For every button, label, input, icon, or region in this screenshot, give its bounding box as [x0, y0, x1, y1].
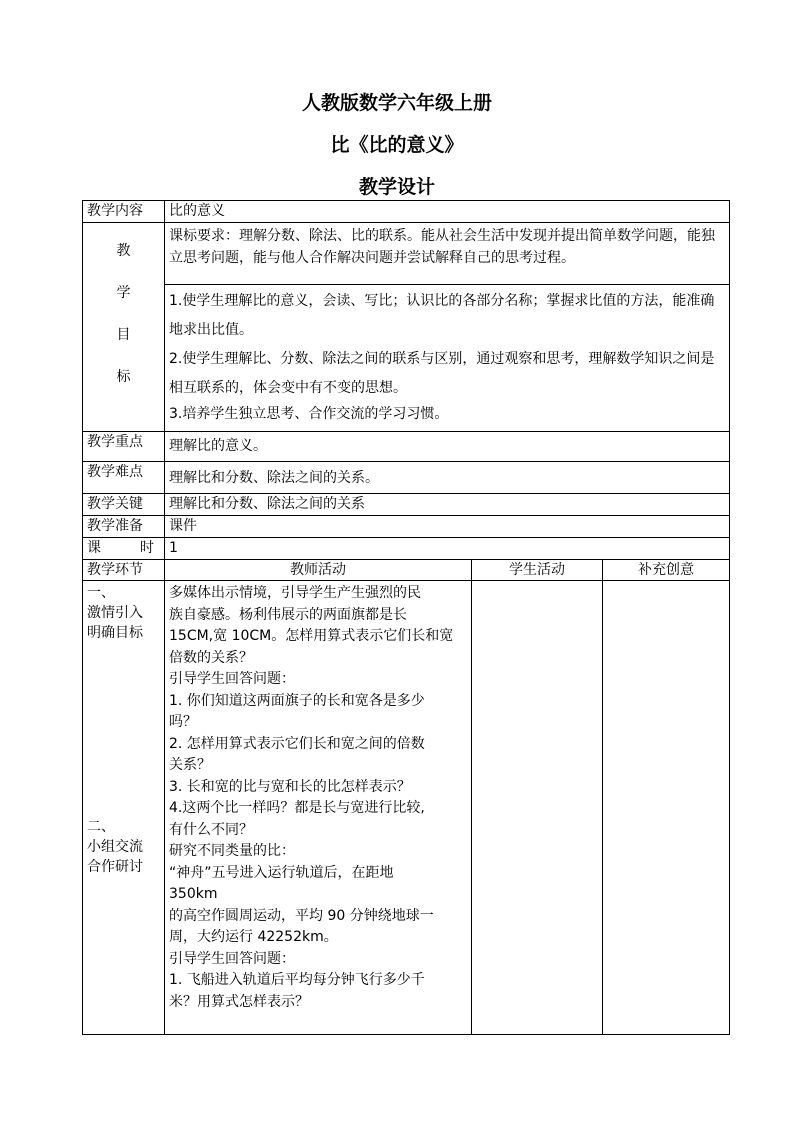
teacher-activity-line: 研究不同类量的比：	[169, 843, 295, 859]
objectives-char-1: 教	[116, 243, 131, 259]
difficulty-row	[83, 462, 730, 494]
teacher-activity-line: 4.这两个比一样吗？都是长与宽进行比较,	[169, 800, 425, 816]
stage-1-line-3: 明确目标	[87, 625, 143, 641]
standard-row	[83, 223, 730, 285]
process-body-row	[83, 581, 730, 1035]
content-row	[83, 201, 730, 223]
objectives-list	[165, 285, 730, 432]
teacher-activity-line: 倍数的关系？	[169, 649, 253, 666]
crux-value: 理解比和分数、除法之间的关系	[165, 494, 730, 516]
preparation-row	[83, 516, 730, 538]
objectives-row	[83, 285, 730, 432]
hours-value: 1	[165, 538, 730, 560]
header-stage: 教学环节	[83, 560, 165, 581]
hours-label	[83, 538, 165, 560]
difficulty-value: 理解比和分数、除法之间的关系。	[165, 462, 730, 494]
objective-3: 3.培养学生独立思考、合作交流的学习习惯。	[169, 406, 449, 422]
preparation-value: 课件	[165, 516, 730, 538]
teacher-activity-line: 吗？	[169, 714, 197, 730]
content-label: 教学内容	[83, 201, 165, 223]
teacher-activity-line: 3. 长和宽的比与宽和长的比怎样表示？	[169, 778, 411, 795]
design-heading: 教学设计	[358, 176, 435, 198]
objectives-char-4: 标	[116, 369, 131, 385]
lesson-title: 比《比的意义》	[330, 134, 464, 156]
stage-1	[87, 583, 160, 643]
lesson-plan-table	[82, 200, 730, 1035]
hours-row	[83, 538, 730, 560]
objectives-char-3: 目	[116, 327, 131, 343]
teacher-activity-line: 350km	[169, 886, 218, 902]
crux-row	[83, 494, 730, 516]
stage-2-line-1: 二、	[87, 819, 115, 835]
teacher-activity-line: 15CM,宽 10CM。怎样用算式表示它们长和宽	[169, 628, 454, 644]
stage-1-line-2: 激情引入	[87, 605, 143, 621]
objective-1: 1.使学生理解比的意义，会读、写比；认识比的各部分名称；掌握求比值的方法，能准确地求出比值。	[169, 293, 715, 338]
header-student-activity: 学生活动	[472, 560, 603, 581]
teacher-activity-line: “神舟”五号进入运行轨道后，在距地	[169, 864, 394, 881]
document-title: 人教版数学六年级上册	[301, 92, 492, 114]
student-activity	[472, 581, 603, 1035]
preparation-label: 教学准备	[83, 516, 165, 538]
teacher-activity-line: 引导学生回答问题：	[169, 671, 295, 687]
key-point-row	[83, 432, 730, 462]
teacher-activity-line: 有什么不同？	[169, 821, 253, 838]
teacher-activity-line: 引导学生回答问题：	[169, 950, 295, 967]
teacher-activity-line: 多媒体出示情境，引导学生产生强烈的民	[169, 585, 421, 601]
hours-label-b: 时	[140, 540, 154, 556]
process-header-row	[83, 560, 730, 581]
key-point-label: 教学重点	[83, 432, 165, 462]
stage-1-line-1: 一、	[87, 585, 115, 601]
teacher-activity-line: 周，大约运行 42252km。	[169, 929, 338, 945]
header-supplementary: 补充创意	[603, 560, 730, 581]
supplementary-ideas	[603, 581, 730, 1035]
curriculum-standard: 课标要求：理解分数、除法、比的联系。能从社会生活中发现并提出简单数学问题，能独立思考问题，能与他人合作解决问题并尝试解释自己的思考过程。	[165, 223, 730, 285]
objectives-char-2: 学	[116, 285, 131, 301]
teacher-activity-line: 米？用算式怎样表示？	[169, 993, 309, 1010]
crux-label: 教学关键	[83, 494, 165, 516]
teacher-activity-line: 的高空作圆周运动，平均 90 分钟绕地球一	[169, 907, 434, 924]
stage-2	[87, 817, 160, 877]
header-teacher-activity: 教师活动	[165, 560, 472, 581]
teacher-activity-line: 族自豪感。杨利伟展示的两面旗都是长	[169, 606, 407, 623]
hours-label-a: 课	[87, 540, 101, 556]
stage-column	[83, 581, 165, 1035]
difficulty-label: 教学难点	[83, 462, 165, 494]
teacher-activity	[165, 581, 472, 1035]
objective-2: 2.使学生理解比、分数、除法之间的联系与区别，通过观察和思考，理解数学知识之间是相互联系的，体会变中有不变的思想。	[169, 351, 715, 396]
key-point-value: 理解比的意义。	[165, 432, 730, 462]
teacher-activity-line: 1. 你们知道这两面旗子的长和宽各是多少	[169, 692, 425, 709]
teacher-activity-line: 2. 怎样用算式表示它们长和宽之间的倍数	[169, 735, 425, 752]
objectives-label	[83, 223, 165, 432]
teacher-activity-line: 关系？	[169, 757, 211, 773]
content-value: 比的意义	[165, 201, 730, 223]
teacher-activity-line: 1. 飞船进入轨道后平均每分钟飞行多少千	[169, 972, 425, 988]
stage-2-line-3: 合作研讨	[87, 859, 143, 875]
stage-2-line-2: 小组交流	[87, 839, 143, 855]
